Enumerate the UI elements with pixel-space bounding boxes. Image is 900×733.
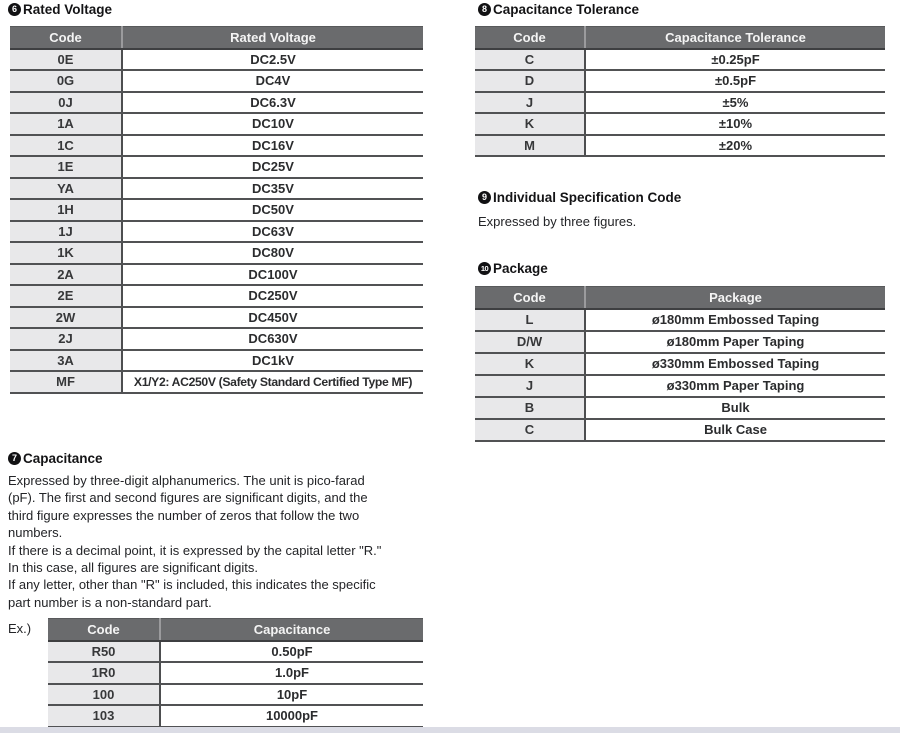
example-label: Ex.) — [8, 621, 32, 636]
column-header: Code — [475, 27, 585, 49]
table-row — [10, 242, 423, 264]
column-header: Code — [48, 619, 160, 641]
table-row — [10, 92, 423, 114]
capacitance-ex-table — [48, 618, 423, 728]
value-cell: 0.50pF — [160, 641, 423, 663]
rated-voltage-table — [10, 26, 423, 394]
table-row — [10, 328, 423, 350]
code-cell: 1C — [10, 135, 122, 157]
section-heading-individual-specification — [478, 190, 681, 205]
section-title: Individual Specification Code — [493, 190, 682, 205]
code-cell: D — [475, 70, 585, 92]
value-cell: DC63V — [122, 221, 423, 243]
value-cell: X1/Y2: AC250V (Safety Standard Certified Type MF) — [122, 371, 423, 393]
column-header: Code — [10, 27, 122, 49]
description-line: If any letter, other than "R" is included, this indicates the specific — [8, 577, 376, 593]
table-row — [10, 307, 423, 329]
table-row — [475, 397, 885, 419]
table-row — [10, 49, 423, 71]
table-row — [475, 49, 885, 71]
header-row — [475, 287, 885, 309]
value-cell: ø330mm Embossed Taping — [585, 353, 885, 375]
code-cell: 2J — [10, 328, 122, 350]
page-bottom-band — [0, 727, 900, 733]
section-title: Capacitance Tolerance — [493, 2, 640, 17]
header-row — [48, 619, 423, 641]
value-cell: ø330mm Paper Taping — [585, 375, 885, 397]
table-row — [10, 264, 423, 286]
description-line: In this case, all figures are significant digits. — [8, 560, 259, 576]
description-line: third figure expresses the number of zeros that follow the two — [8, 507, 360, 523]
section-heading-package — [478, 261, 548, 276]
table-row — [10, 221, 423, 243]
value-cell: DC450V — [122, 307, 423, 329]
value-cell: DC16V — [122, 135, 423, 157]
table-row — [10, 350, 423, 372]
circled-number-7-icon: 7 — [8, 452, 21, 465]
value-cell: 10000pF — [160, 705, 423, 727]
table-row — [475, 113, 885, 135]
code-cell: MF — [10, 371, 122, 393]
value-cell: DC100V — [122, 264, 423, 286]
code-cell: C — [475, 49, 585, 71]
table-row — [10, 70, 423, 92]
section-title: Capacitance — [23, 451, 103, 466]
code-cell: K — [475, 113, 585, 135]
value-cell: DC50V — [122, 199, 423, 221]
table-row — [10, 178, 423, 200]
section-title: Rated Voltage — [23, 2, 113, 17]
code-cell: 100 — [48, 684, 160, 706]
code-cell: J — [475, 375, 585, 397]
code-cell: 3A — [10, 350, 122, 372]
value-cell: ±0.5pF — [585, 70, 885, 92]
header-row — [10, 27, 423, 49]
table-row — [10, 156, 423, 178]
section-heading-capacitance — [8, 451, 103, 466]
circled-number-8-icon: 8 — [478, 3, 491, 16]
value-cell: ø180mm Embossed Taping — [585, 309, 885, 331]
value-cell: DC80V — [122, 242, 423, 264]
value-cell: DC25V — [122, 156, 423, 178]
table-row — [10, 135, 423, 157]
capacitance-tolerance-table — [475, 26, 885, 157]
column-header: Capacitance — [160, 619, 423, 641]
section-heading-capacitance-tolerance — [478, 2, 639, 17]
code-cell: 1R0 — [48, 662, 160, 684]
value-cell: DC10V — [122, 113, 423, 135]
table-row — [475, 375, 885, 397]
value-cell: 10pF — [160, 684, 423, 706]
value-cell: DC1kV — [122, 350, 423, 372]
section-heading-rated-voltage — [8, 2, 112, 17]
code-cell: L — [475, 309, 585, 331]
table-row — [10, 199, 423, 221]
description-line: Expressed by three figures. — [478, 214, 637, 229]
value-cell: ±0.25pF — [585, 49, 885, 71]
column-header: Capacitance Tolerance — [585, 27, 885, 49]
description-line: numbers. — [8, 525, 63, 541]
description-line: (pF). The first and second figures are significant digits, and the — [8, 490, 368, 506]
column-header: Code — [475, 287, 585, 309]
column-header: Package — [585, 287, 885, 309]
table-row — [475, 70, 885, 92]
code-cell: 0G — [10, 70, 122, 92]
description-line: Expressed by three-digit alphanumerics. The unit is pico-farad — [8, 473, 365, 488]
description-line: If there is a decimal point, it is expressed by the capital letter "R." — [8, 542, 382, 558]
code-cell: D/W — [475, 331, 585, 353]
table-row — [48, 705, 423, 727]
code-cell: K — [475, 353, 585, 375]
value-cell: ±20% — [585, 135, 885, 157]
value-cell: Bulk Case — [585, 419, 885, 441]
package-table — [475, 286, 885, 442]
circled-number-6-icon: 6 — [8, 3, 21, 16]
table-row — [10, 113, 423, 135]
code-cell: 1K — [10, 242, 122, 264]
value-cell: ø180mm Paper Taping — [585, 331, 885, 353]
code-cell: B — [475, 397, 585, 419]
table-row — [475, 353, 885, 375]
code-cell: C — [475, 419, 585, 441]
value-cell: ±5% — [585, 92, 885, 114]
table-row — [475, 135, 885, 157]
code-cell: YA — [10, 178, 122, 200]
table-row — [10, 285, 423, 307]
code-cell: 103 — [48, 705, 160, 727]
value-cell: DC630V — [122, 328, 423, 350]
circled-number-9-icon: 9 — [478, 191, 491, 204]
value-cell: 1.0pF — [160, 662, 423, 684]
value-cell: DC250V — [122, 285, 423, 307]
value-cell: DC2.5V — [122, 49, 423, 71]
value-cell: ±10% — [585, 113, 885, 135]
table-row — [10, 371, 423, 393]
code-cell: 0E — [10, 49, 122, 71]
value-cell: Bulk — [585, 397, 885, 419]
code-cell: M — [475, 135, 585, 157]
code-cell: 1H — [10, 199, 122, 221]
table-row — [475, 309, 885, 331]
table-row — [475, 92, 885, 114]
value-cell: DC4V — [122, 70, 423, 92]
column-header: Rated Voltage — [122, 27, 423, 49]
description-line: part number is a non-standard part. — [8, 594, 212, 610]
section-title: Package — [493, 261, 548, 276]
code-cell: 2W — [10, 307, 122, 329]
code-cell: 2A — [10, 264, 122, 286]
circled-number-10-icon: 10 — [478, 262, 491, 275]
value-cell: DC35V — [122, 178, 423, 200]
code-cell: 1A — [10, 113, 122, 135]
table-row — [475, 419, 885, 441]
code-cell: J — [475, 92, 585, 114]
code-cell: 2E — [10, 285, 122, 307]
code-cell: 1J — [10, 221, 122, 243]
value-cell: DC6.3V — [122, 92, 423, 114]
individual-specification-description — [478, 213, 636, 230]
code-cell: 0J — [10, 92, 122, 114]
table-row — [475, 331, 885, 353]
table-row — [48, 662, 423, 684]
table-row — [48, 641, 423, 663]
capacitance-description — [8, 472, 381, 611]
header-row — [475, 27, 885, 49]
code-cell: R50 — [48, 641, 160, 663]
code-cell: 1E — [10, 156, 122, 178]
table-row — [48, 684, 423, 706]
